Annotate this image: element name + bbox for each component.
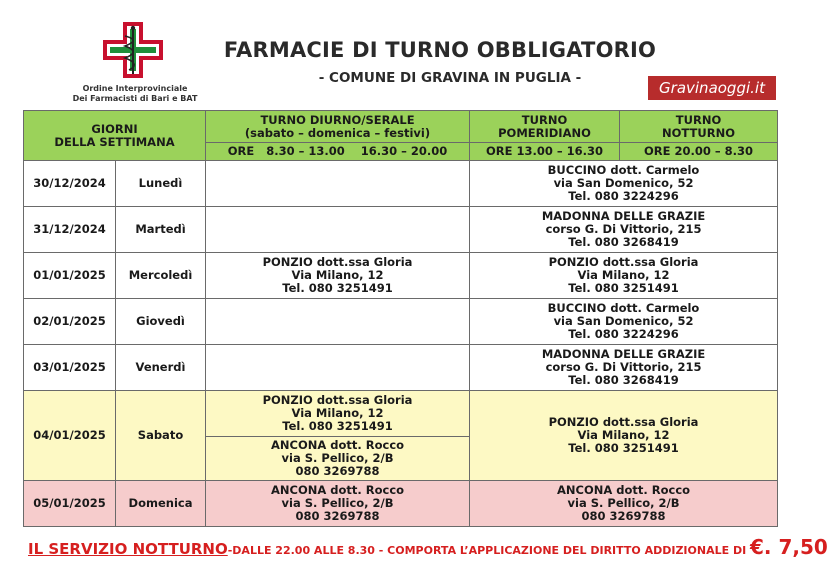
row-day: Giovedì [116,299,206,345]
row-day: Sabato [116,391,206,481]
row-day: Martedì [116,207,206,253]
header-notturno: TURNO NOTTURNO [620,111,778,143]
header-pomeridiano: TURNO POMERIDIANO [470,111,620,143]
row-pom-notturno: BUCCINO dott. Carmelo via San Domenico, 52 Tel. 080 3224296 [470,161,778,207]
footer-notturno: IL SERVIZIO NOTTURNO [28,540,228,558]
footer-text: -DALLE 22.00 ALLE 8.30 - COMPORTA L’APPLICAZIONE DEL DIRITTO ADDIZIONALE DI [227,544,750,557]
row-date: 05/01/2025 [24,481,116,527]
pharmacy-schedule-table [23,110,778,527]
row-day: Venerdì [116,345,206,391]
row-pom-notturno: PONZIO dott.ssa Gloria Via Milano, 12 Tel. 080 3251491 [470,253,778,299]
table-row [24,161,778,207]
row-date: 01/01/2025 [24,253,116,299]
row-diurno: ANCONA dott. Rocco via S. Pellico, 2/B 080 3269788 [206,481,470,527]
table-row [24,207,778,253]
row-pom-notturno: BUCCINO dott. Carmelo via San Domenico, 52 Tel. 080 3224296 [470,299,778,345]
hours-pomeridiano: ORE 13.00 – 16.30 [470,143,620,161]
row-day: Lunedì [116,161,206,207]
org-line2: Dei Farmacisti di Bari e BAT [72,94,198,103]
footer-notice [28,535,828,559]
pharmacy-cross-logo [103,22,163,78]
row-date: 02/01/2025 [24,299,116,345]
row-diurno: PONZIO dott.ssa Gloria Via Milano, 12 Tel. 080 3251491 [206,253,470,299]
row-date: 04/01/2025 [24,391,116,481]
brand-badge: Gravinaoggi.it [648,76,776,100]
row-day: Mercoledì [116,253,206,299]
table-row [24,299,778,345]
table-row [24,253,778,299]
row-diurno [206,299,470,345]
row-diurno [206,207,470,253]
org-name [70,84,200,104]
footer-price: €. 7,50 [750,535,828,559]
row-date: 31/12/2024 [24,207,116,253]
header-diurno: TURNO DIURNO/SERALE (sabato – domenica – festivi) [206,111,470,143]
table-row [24,345,778,391]
table-row [24,391,778,481]
org-line1: Ordine Interprovinciale [82,84,188,93]
row-day: Domenica [116,481,206,527]
page-title: FARMACIE DI TURNO OBBLIGATORIO [223,38,657,62]
row-pom-notturno: PONZIO dott.ssa Gloria Via Milano, 12 Tel. 080 3251491 [470,391,778,481]
row-diurno [206,161,470,207]
row-diurno: PONZIO dott.ssa Gloria Via Milano, 12 Tel. 080 3251491 ANCONA dott. Rocco via S. Pellico, 2/B 080 3269788 [206,391,470,481]
page-subtitle: - COMUNE DI GRAVINA IN PUGLIA - [318,70,582,86]
hours-notturno: ORE 20.00 – 8.30 [620,143,778,161]
header-days: GIORNI DELLA SETTIMANA [24,111,206,161]
row-date: 03/01/2025 [24,345,116,391]
row-pom-notturno: ANCONA dott. Rocco via S. Pellico, 2/B 080 3269788 [470,481,778,527]
row-diurno [206,345,470,391]
hours-diurno: ORE 8.30 – 13.00 16.30 – 20.00 [206,143,470,161]
table-row [24,481,778,527]
row-date: 30/12/2024 [24,161,116,207]
row-pom-notturno: MADONNA DELLE GRAZIE corso G. Di Vittorio, 215 Tel. 080 3268419 [470,345,778,391]
row-pom-notturno: MADONNA DELLE GRAZIE corso G. Di Vittorio, 215 Tel. 080 3268419 [470,207,778,253]
